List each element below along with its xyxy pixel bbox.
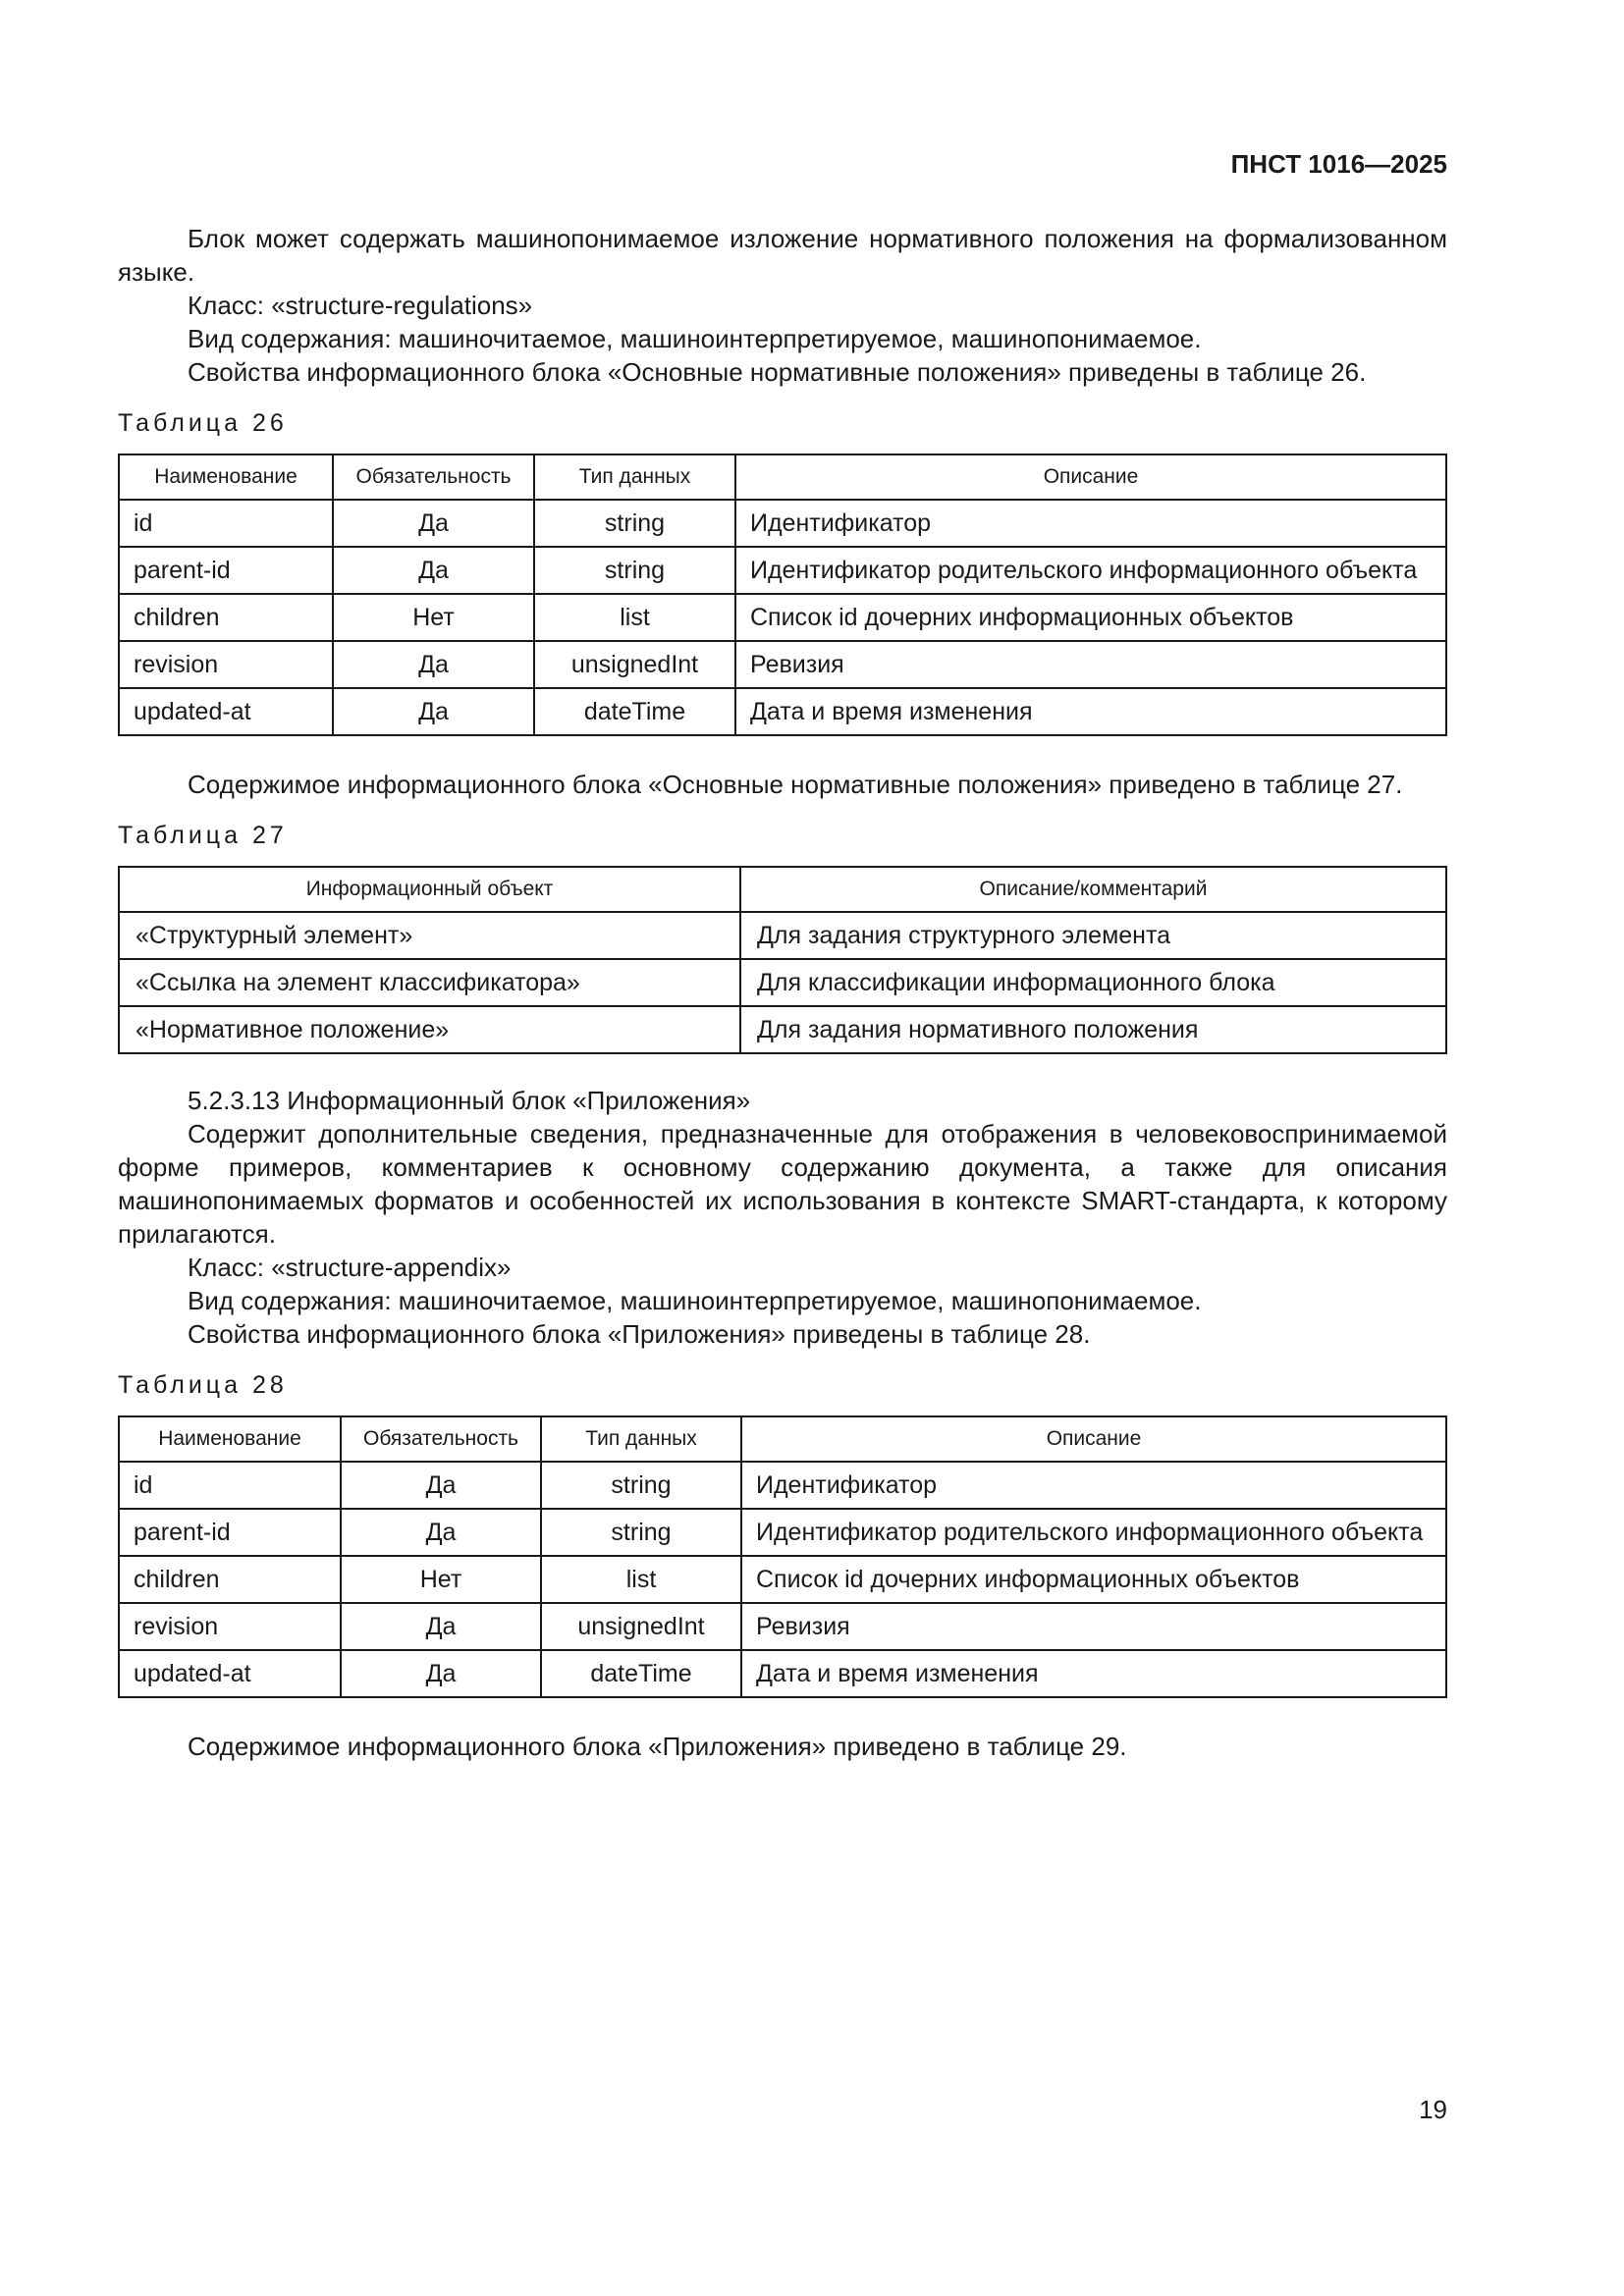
table-27: [118, 866, 1447, 1054]
table-cell: dateTime: [534, 688, 735, 735]
table-cell: Для задания структурного элемента: [740, 912, 1446, 959]
table-cell: parent-id: [119, 1509, 341, 1556]
table-cell: parent-id: [119, 547, 333, 594]
column-header: Тип данных: [541, 1416, 741, 1462]
table-cell: updated-at: [119, 1650, 341, 1697]
table-cell: Да: [341, 1650, 541, 1697]
table-row: [119, 500, 1446, 547]
table-cell: Да: [341, 1462, 541, 1509]
table-row: [119, 1650, 1446, 1697]
column-header: Тип данных: [534, 454, 735, 500]
table-row: [119, 594, 1446, 641]
table-cell: Да: [333, 641, 534, 688]
table-cell: «Структурный элемент»: [119, 912, 740, 959]
table-cell: string: [534, 547, 735, 594]
table-cell: revision: [119, 641, 333, 688]
table-row: [119, 1006, 1446, 1053]
table-26: [118, 454, 1447, 736]
table-row: [119, 1509, 1446, 1556]
column-header: Информационный объект: [119, 867, 740, 912]
table-header-row: [119, 1416, 1446, 1462]
table-header-row: [119, 867, 1446, 912]
table-cell: Ревизия: [735, 641, 1446, 688]
paragraph: Содержимое информационного блока «Основные нормативные положения» приведено в таблице 27.: [188, 770, 1403, 799]
table-26-caption: Таблица 26: [118, 409, 288, 437]
table-cell: unsignedInt: [534, 641, 735, 688]
table-cell: Ревизия: [741, 1603, 1446, 1650]
content-type-line: Вид содержания: машиночитаемое, машиноинтерпретируемое, машинопонимаемое.: [188, 1286, 1202, 1315]
class-line: Класс: «structure-regulations»: [188, 291, 533, 320]
table-cell: Идентификатор родительского информационного объекта: [741, 1509, 1446, 1556]
column-header: Наименование: [119, 454, 333, 500]
table-cell: updated-at: [119, 688, 333, 735]
column-header: Описание: [735, 454, 1446, 500]
table-cell: dateTime: [541, 1650, 741, 1697]
table-cell: Список id дочерних информационных объектов: [735, 594, 1446, 641]
table-cell: Для задания нормативного положения: [740, 1006, 1446, 1053]
column-header: Наименование: [119, 1416, 341, 1462]
table-row: [119, 547, 1446, 594]
table-cell: Да: [333, 547, 534, 594]
table-cell: Дата и время изменения: [735, 688, 1446, 735]
table-row: [119, 959, 1446, 1006]
table-cell: unsignedInt: [541, 1603, 741, 1650]
class-line: Класс: «structure-appendix»: [188, 1253, 512, 1282]
paragraph: Свойства информационного блока «Приложения» приведены в таблице 28.: [188, 1319, 1091, 1349]
table-cell: Да: [341, 1509, 541, 1556]
table-cell: Идентификатор родительского информационного объекта: [735, 547, 1446, 594]
table-cell: children: [119, 594, 333, 641]
table-cell: Да: [333, 688, 534, 735]
page-number: 19: [1419, 2095, 1447, 2124]
table-cell: Нет: [341, 1556, 541, 1603]
table-cell: Да: [333, 500, 534, 547]
table-row: [119, 1603, 1446, 1650]
paragraph: Свойства информационного блока «Основные нормативные положения» приведены в таблице 26.: [188, 357, 1367, 387]
document-number-header: ПНСТ 1016—2025: [1230, 149, 1447, 179]
table-cell: Идентификатор: [741, 1462, 1446, 1509]
page-content: [118, 222, 1447, 1763]
table-cell: string: [534, 500, 735, 547]
table-row: [119, 688, 1446, 735]
content-type-line: Вид содержания: машиночитаемое, машиноинтерпретируемое, машинопонимаемое.: [188, 324, 1202, 353]
table-cell: revision: [119, 1603, 341, 1650]
column-header: Обязательность: [341, 1416, 541, 1462]
table-cell: children: [119, 1556, 341, 1603]
table-27-caption: Таблица 27: [118, 822, 288, 849]
table-cell: «Ссылка на элемент классификатора»: [119, 959, 740, 1006]
table-cell: string: [541, 1462, 741, 1509]
table-28-caption: Таблица 28: [118, 1371, 288, 1399]
table-header-row: [119, 454, 1446, 500]
section-heading: 5.2.3.13 Информационный блок «Приложения»: [188, 1086, 751, 1115]
table-cell: id: [119, 500, 333, 547]
table-cell: Идентификатор: [735, 500, 1446, 547]
table-cell: id: [119, 1462, 341, 1509]
table-row: [119, 641, 1446, 688]
table-cell: list: [534, 594, 735, 641]
table-cell: list: [541, 1556, 741, 1603]
table-row: [119, 1556, 1446, 1603]
column-header: Описание/комментарий: [740, 867, 1446, 912]
column-header: Обязательность: [333, 454, 534, 500]
table-row: [119, 1462, 1446, 1509]
table-cell: string: [541, 1509, 741, 1556]
table-cell: Список id дочерних информационных объектов: [741, 1556, 1446, 1603]
table-28: [118, 1415, 1447, 1698]
paragraph: Содержимое информационного блока «Приложения» приведено в таблице 29.: [188, 1732, 1127, 1761]
table-cell: «Нормативное положение»: [119, 1006, 740, 1053]
table-cell: Да: [341, 1603, 541, 1650]
table-row: [119, 912, 1446, 959]
column-header: Описание: [741, 1416, 1446, 1462]
paragraph: Содержит дополнительные сведения, предназначенные для отображения в человековоспринимаемой форме примеров, комментариев к основному содержанию документа, а также для описания машинопонимаемых форматов и особенностей их использования в контексте SMART-стандарта, к которому прилагаются.: [118, 1119, 1447, 1249]
paragraph: Блок может содержать машинопонимаемое изложение нормативного положения на формализованном языке.: [118, 224, 1447, 287]
table-cell: Для классификации информационного блока: [740, 959, 1446, 1006]
table-cell: Дата и время изменения: [741, 1650, 1446, 1697]
table-cell: Нет: [333, 594, 534, 641]
